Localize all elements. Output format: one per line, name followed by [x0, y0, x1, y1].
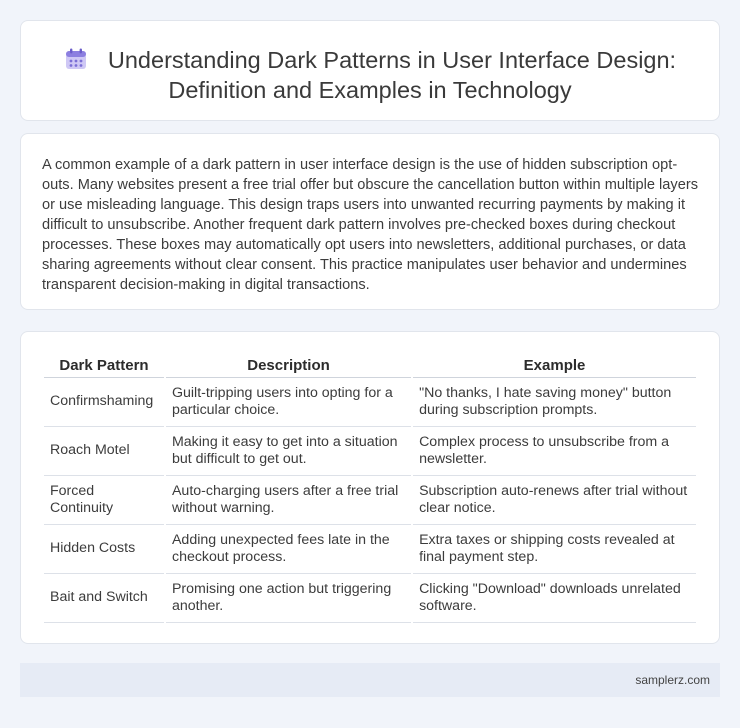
cell-example: Extra taxes or shipping costs revealed at final payment step.	[413, 525, 696, 574]
cell-example: "No thanks, I hate saving money" button during subscription prompts.	[413, 378, 696, 427]
table-header-row	[44, 354, 696, 378]
footer-bar	[20, 663, 720, 697]
cell-dark-pattern: Hidden Costs	[44, 525, 164, 574]
page-title-container	[21, 45, 719, 105]
title-card	[20, 20, 720, 121]
cell-description: Adding unexpected fees late in the checkout process.	[166, 525, 411, 574]
cell-example: Clicking "Download" downloads unrelated software.	[413, 574, 696, 623]
cell-dark-pattern: Confirmshaming	[44, 378, 164, 427]
page-title: Understanding Dark Patterns in User Interface Design: Definition and Examples in Technology	[107, 47, 677, 103]
cell-dark-pattern: Forced Continuity	[44, 476, 164, 525]
table-row	[44, 476, 696, 525]
intro-card	[20, 133, 720, 310]
cell-description: Guilt-tripping users into opting for a particular choice.	[166, 378, 411, 427]
cell-dark-pattern: Roach Motel	[44, 427, 164, 476]
column-header-dark-pattern: Dark Pattern	[44, 354, 164, 378]
cell-description: Auto-charging users after a free trial without warning.	[166, 476, 411, 525]
column-header-description: Description	[166, 354, 411, 378]
dark-patterns-table	[42, 354, 698, 623]
column-header-example: Example	[413, 354, 696, 378]
cell-description: Making it easy to get into a situation but difficult to get out.	[166, 427, 411, 476]
table-card	[20, 331, 720, 644]
table-row	[44, 525, 696, 574]
calendar-icon	[64, 47, 88, 71]
footer-site-link[interactable]: samplerz.com	[635, 673, 710, 687]
cell-example: Subscription auto-renews after trial without clear notice.	[413, 476, 696, 525]
cell-example: Complex process to unsubscribe from a newsletter.	[413, 427, 696, 476]
cell-dark-pattern: Bait and Switch	[44, 574, 164, 623]
intro-paragraph: A common example of a dark pattern in user interface design is the use of hidden subscription opt-outs. Many websites present a free trial offer but obscure the cancellation button within multiple layers or use misleading language. This design traps users into unwanted recurring payments by making it difficult to unsubscribe. Another frequent dark pattern involves pre-checked boxes during checkout processes. These boxes may automatically opt users into newsletters, additional purchases, or data sharing agreements without clear consent. This practice manipulates user behavior and undermines transparent decision-making in digital transactions.	[42, 157, 698, 293]
table-row	[44, 574, 696, 623]
table-row	[44, 378, 696, 427]
cell-description: Promising one action but triggering another.	[166, 574, 411, 623]
table-row	[44, 427, 696, 476]
